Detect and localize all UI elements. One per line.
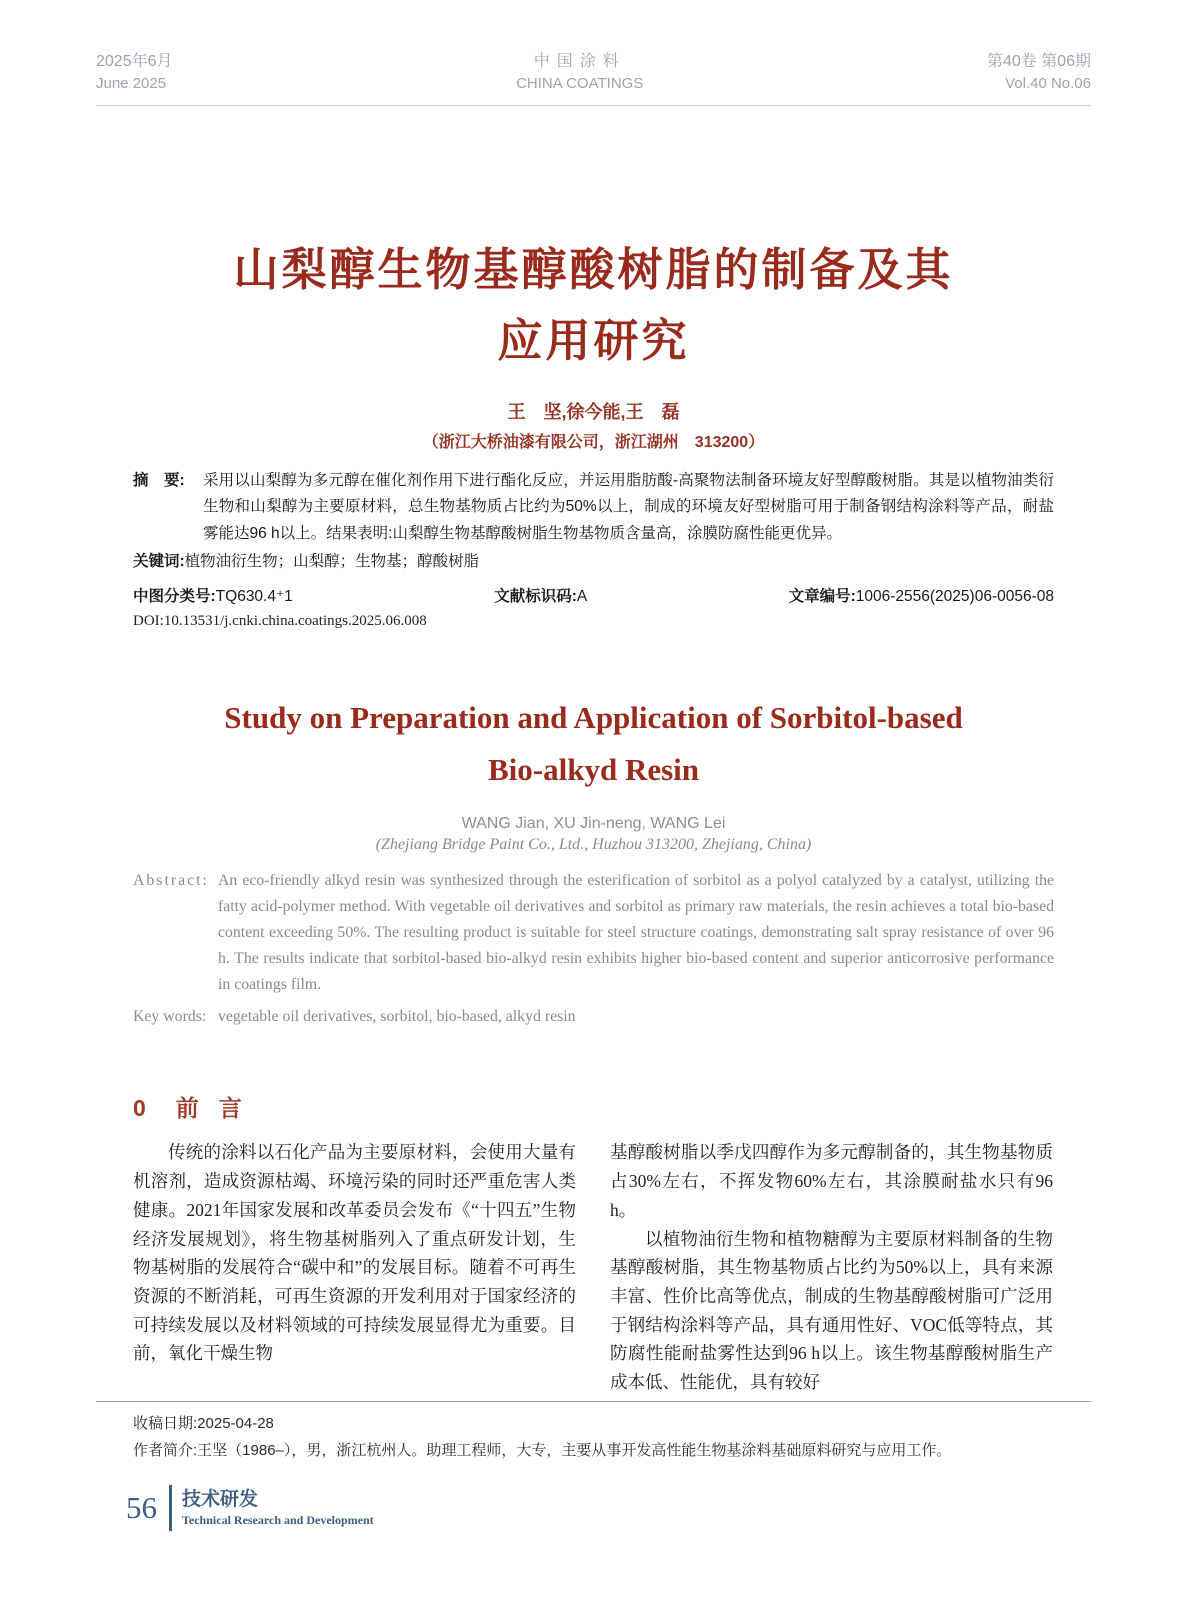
abstract-en (133, 868, 1054, 998)
volume-issue-en: Vol.40 No.06 (1005, 75, 1091, 93)
header-volume-issue (987, 50, 1091, 95)
front-matter (96, 468, 1091, 1397)
body-column-right (610, 1138, 1053, 1396)
article-title-zh-line2: 应用研究 (497, 315, 690, 367)
footer-column-name (182, 1488, 374, 1528)
authors-zh: 王 坚,徐今能,王 磊 (507, 402, 680, 423)
page-number: 56 (126, 1490, 157, 1526)
footer-divider (169, 1485, 172, 1531)
journal-name-en: CHINA COATINGS (516, 75, 644, 93)
clc-number (133, 584, 293, 606)
classification-row (133, 584, 1054, 606)
author-bio (133, 1437, 1054, 1465)
footer-column-zh: 技术研发 (182, 1488, 259, 1510)
keywords-zh-label: 关键词: (133, 553, 185, 571)
clc-label: 中图分类号: (133, 587, 216, 605)
keywords-en (133, 1004, 1054, 1030)
article-title-en-line1: Study on Preparation and Application of Sorbitol-based (224, 699, 963, 735)
page-footer (96, 1485, 1091, 1531)
journal-header (96, 0, 1091, 106)
author-bio-value: 王坚（1986–），男，浙江杭州人。助理工程师，大专，主要从事开发高性能生物基涂料基础原料研究与应用工作。 (197, 1442, 952, 1460)
abstract-en-label: Abstract: (133, 871, 209, 889)
journal-name-zh: 中国涂料 (533, 53, 626, 70)
section-heading-intro (133, 1092, 1054, 1124)
article-title-en-line2: Bio-alkyd Resin (487, 752, 700, 788)
document-code (494, 584, 587, 606)
header-date-en: June 2025 (96, 75, 167, 93)
footnote (96, 1402, 1091, 1466)
received-date-label: 收稿日期: (133, 1414, 198, 1432)
body-column-left (133, 1138, 576, 1396)
article-id (789, 584, 1054, 606)
section-number: 0 (133, 1095, 146, 1122)
body-text (133, 1138, 1054, 1396)
received-date-value: 2025-04-28 (197, 1414, 274, 1432)
article-title-zh-line1: 山梨醇生物基醇酸树脂的制备及其 (233, 243, 954, 295)
keywords-zh (133, 549, 1054, 575)
abstract-en-text: An eco-friendly alkyd resin was synthesized through the esterification of sorbitol as a polyol catalyzed by a catalyst, utilizing the fatty acid-polymer method. With vegetable oil derivatives and sorbitol as primary raw materials, the resin achieves a total bio-based content exceeding 50%. The resulting product is suitable for steel structure coatings, demonstrating salt spray resistance of over 96 h. The results indicate that sorbitol-based bio-alkyd resin exhibits higher bio-based content and superior anticorrosive performance in coatings film. (218, 871, 1054, 994)
affiliation-en: (Zhejiang Bridge Paint Co., Ltd., Huzhou 313200, Zhejiang, China) (375, 835, 812, 853)
received-date (133, 1410, 1054, 1438)
author-bio-label: 作者简介: (133, 1442, 198, 1460)
doi: DOI:10.13531/j.cnki.china.coatings.2025.06.008 (133, 612, 427, 629)
header-journal-name (516, 50, 643, 95)
body-paragraph: 基醇酸树脂以季戊四醇作为多元醇制备的，其生物基物质占30%左右，不挥发物60%左右，其涂膜耐盐水只有96 h。 (610, 1142, 1053, 1220)
document-code-label: 文献标识码: (494, 587, 577, 605)
body-paragraph: 传统的涂料以石化产品为主要原材料，会使用大量有机溶剂，造成资源枯竭、环境污染的同时还严重危害人类健康。2021年国家发展和改革委员会发布《“十四五”生物经济发展规划》，将生物基树脂列入了重点研发计划，生物基树脂的发展符合“碳中和”的发展目标。随着不可再生资源的不断消耗，可再生资源的开发利用对于国家经济的可持续发展以及材料领域的可持续发展显得尤为重要。目前，氧化干燥生物 (133, 1142, 576, 1364)
keywords-en-text: vegetable oil derivatives, sorbitol, bio-based, alkyd resin (218, 1008, 576, 1026)
keywords-en-label: Key words: (133, 1008, 207, 1026)
header-issue-date (96, 50, 173, 95)
document-code-value: A (576, 587, 588, 605)
abstract-zh-label: 摘 要: (133, 472, 185, 490)
abstract-zh-text: 采用以山梨醇为多元醇在催化剂作用下进行酯化反应，并运用脂肪酸-高聚物法制备环境友好型醇酸树脂。其是以植物油类衍生物和山梨醇为主要原材料，总生物基物质占比约为50%以上，制成的环境友好型树脂可用于制备钢结构涂料等产品，耐盐雾能达96 h以上。结果表明:山梨醇生物基醇酸树脂生物基物质含量高，涂膜防腐性能更优异。 (203, 472, 1054, 542)
volume-issue-zh: 第40卷 第06期 (986, 53, 1091, 70)
header-date-zh: 2025年6月 (96, 53, 173, 70)
authors-en: WANG Jian, XU Jin-neng, WANG Lei (461, 814, 726, 832)
clc-value: TQ630.4⁺1 (215, 587, 293, 605)
abstract-zh (133, 468, 1054, 547)
section-title: 前言 (175, 1095, 262, 1122)
body-paragraph: 以植物油衍生物和植物糖醇为主要原材料制备的生物基醇酸树脂，其生物基物质占比约为50%以上，具有来源丰富、性价比高等优点，制成的生物基醇酸树脂可广泛用于钢结构涂料等产品，具有通用性好、VOC低等特点，其防腐性能耐盐雾性达到96 h以上。该生物基醇酸树脂生产成本低、性能优，具有较好 (610, 1228, 1053, 1392)
article-id-value: 1006-2556(2025)06-0056-08 (855, 587, 1054, 605)
affiliation-zh: （浙江大桥油漆有限公司，浙江湖州 313200） (422, 434, 765, 452)
article-title-zh (96, 234, 1091, 376)
article-title-en (133, 692, 1054, 797)
keywords-zh-text: 植物油衍生物；山梨醇；生物基；醇酸树脂 (184, 553, 480, 571)
article-id-label: 文章编号: (788, 587, 856, 605)
footer-column-en: Technical Research and Development (182, 1512, 374, 1527)
